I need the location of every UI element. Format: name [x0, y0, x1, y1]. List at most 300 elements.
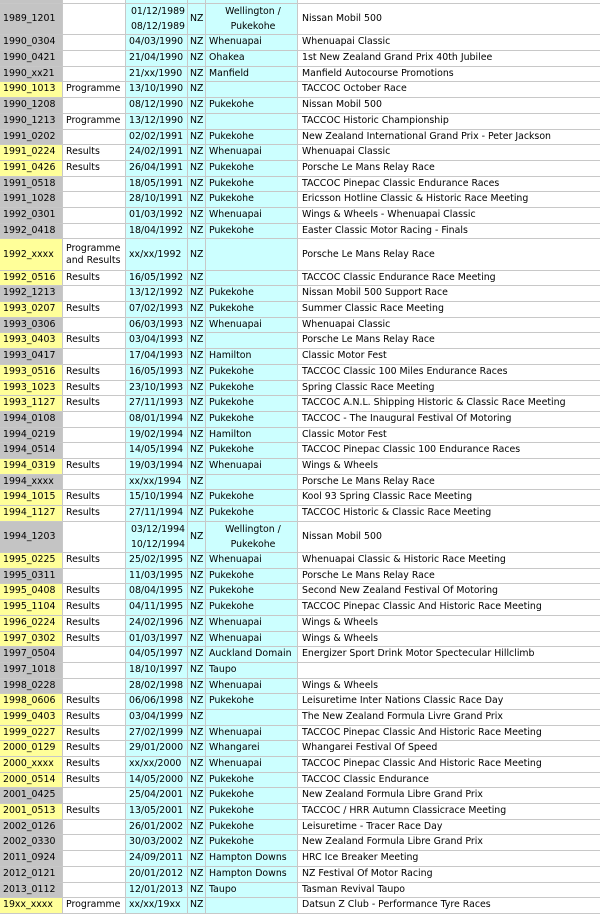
- table-row: [0, 851, 600, 867]
- location-cell: Pukekohe: [206, 773, 298, 789]
- event-cell: 1st New Zealand Grand Prix 40th Jubilee: [298, 51, 600, 67]
- location-cell: Hamilton: [206, 428, 298, 444]
- id-cell: 2000_0129: [0, 741, 63, 757]
- event-cell: TACCOC Pinepac Classic And Historic Race Meeting: [298, 600, 600, 616]
- country-cell: NZ: [188, 365, 206, 381]
- table-row: [0, 208, 600, 224]
- country-cell: NZ: [188, 130, 206, 146]
- date-cell: 02/02/1991: [126, 130, 188, 146]
- country-cell: NZ: [188, 726, 206, 742]
- event-cell: Wings & Wheels: [298, 632, 600, 648]
- table-row: [0, 35, 600, 51]
- date-cell: 04/05/1997: [126, 647, 188, 663]
- documents-cell: [63, 835, 126, 851]
- country-cell: NZ: [188, 428, 206, 444]
- event-cell: Summer Classic Race Meeting: [298, 302, 600, 318]
- event-cell: Datsun Z Club - Performance Tyre Races: [298, 898, 600, 914]
- location-cell: [206, 82, 298, 98]
- documents-cell: Results: [63, 804, 126, 820]
- id-cell: 1992_1213: [0, 286, 63, 302]
- country-cell: NZ: [188, 553, 206, 569]
- country-cell: NZ: [188, 443, 206, 459]
- location-cell: Pukekohe: [206, 98, 298, 114]
- documents-cell: Programme: [63, 898, 126, 914]
- documents-cell: [63, 647, 126, 663]
- location-cell: Whenuapai: [206, 459, 298, 475]
- documents-cell: [63, 286, 126, 302]
- table-row: [0, 412, 600, 428]
- location-cell: Pukekohe: [206, 192, 298, 208]
- documents-cell: Results: [63, 757, 126, 773]
- location-cell: [206, 114, 298, 130]
- date-cell: xx/xx/1994: [126, 475, 188, 491]
- event-cell: Whangarei Festival Of Speed: [298, 741, 600, 757]
- country-cell: NZ: [188, 883, 206, 899]
- documents-cell: Results: [63, 616, 126, 632]
- table-row: [0, 224, 600, 240]
- id-cell: 1994_0514: [0, 443, 63, 459]
- date-cell: 27/11/1994: [126, 506, 188, 522]
- country-cell: NZ: [188, 788, 206, 804]
- location-cell: [206, 4, 298, 35]
- id-cell: 2000_xxxx: [0, 757, 63, 773]
- id-cell: 1994_1015: [0, 490, 63, 506]
- id-cell: 1998_0228: [0, 679, 63, 695]
- location-cell: Pukekohe: [206, 694, 298, 710]
- id-cell: 1994_0219: [0, 428, 63, 444]
- date-cell: 01/03/1992: [126, 208, 188, 224]
- documents-cell: [63, 349, 126, 365]
- table-row: [0, 726, 600, 742]
- date-cell: 29/01/2000: [126, 741, 188, 757]
- country-cell: NZ: [188, 82, 206, 98]
- country-cell: NZ: [188, 239, 206, 270]
- documents-cell: [63, 443, 126, 459]
- documents-cell: [63, 663, 126, 679]
- table-body: [0, 4, 600, 914]
- date-cell: 24/02/1991: [126, 145, 188, 161]
- date-cell: 08/12/1990: [126, 98, 188, 114]
- date-cell: 15/10/1994: [126, 490, 188, 506]
- country-cell: NZ: [188, 632, 206, 648]
- country-cell: NZ: [188, 271, 206, 287]
- country-cell: NZ: [188, 192, 206, 208]
- documents-cell: [63, 224, 126, 240]
- id-cell: 1991_0518: [0, 177, 63, 193]
- table-row: [0, 741, 600, 757]
- date-cell: 24/02/1996: [126, 616, 188, 632]
- event-cell: [298, 663, 600, 679]
- id-cell: 2002_0126: [0, 820, 63, 836]
- date-cell: 03/04/1999: [126, 710, 188, 726]
- documents-cell: Programme and Results: [63, 239, 126, 270]
- country-cell: NZ: [188, 600, 206, 616]
- id-cell: 1990_0421: [0, 51, 63, 67]
- event-cell: TACCOC Classic Endurance Race Meeting: [298, 271, 600, 287]
- location-cell: Pukekohe: [206, 302, 298, 318]
- country-cell: NZ: [188, 506, 206, 522]
- documents-cell: Results: [63, 490, 126, 506]
- id-cell: 2011_0924: [0, 851, 63, 867]
- country-cell: NZ: [188, 114, 206, 130]
- id-cell: 2000_0514: [0, 773, 63, 789]
- documents-cell: Results: [63, 506, 126, 522]
- documents-cell: Programme: [63, 114, 126, 130]
- date-cell: [126, 522, 188, 553]
- documents-cell: Results: [63, 333, 126, 349]
- country-cell: NZ: [188, 694, 206, 710]
- location-cell-line-1: Wellington /: [225, 523, 281, 535]
- id-cell: 1996_0224: [0, 616, 63, 632]
- country-cell: NZ: [188, 663, 206, 679]
- documents-cell: [63, 851, 126, 867]
- location-cell: Pukekohe: [206, 443, 298, 459]
- location-cell: [206, 522, 298, 553]
- location-cell: Pukekohe: [206, 412, 298, 428]
- country-cell: NZ: [188, 820, 206, 836]
- date-cell: 06/03/1993: [126, 318, 188, 334]
- country-cell: NZ: [188, 333, 206, 349]
- date-cell: [126, 4, 188, 35]
- table-row: [0, 302, 600, 318]
- location-cell: Pukekohe: [206, 365, 298, 381]
- date-cell: 27/11/1993: [126, 396, 188, 412]
- id-cell: 2001_0513: [0, 804, 63, 820]
- country-cell: NZ: [188, 898, 206, 914]
- table-row: [0, 239, 600, 270]
- documents-cell: Results: [63, 600, 126, 616]
- date-cell: xx/xx/1992: [126, 239, 188, 270]
- date-cell: 17/04/1993: [126, 349, 188, 365]
- date-cell: 11/03/1995: [126, 569, 188, 585]
- date-cell: 21/04/1990: [126, 51, 188, 67]
- id-cell: 1990_1208: [0, 98, 63, 114]
- documents-cell: [63, 569, 126, 585]
- date-cell: 27/02/1999: [126, 726, 188, 742]
- id-cell: 1992_0301: [0, 208, 63, 224]
- table-row: [0, 177, 600, 193]
- documents-cell: [63, 428, 126, 444]
- table-row: [0, 647, 600, 663]
- date-cell-line-2: 10/12/1994: [130, 538, 186, 550]
- date-cell: 14/05/1994: [126, 443, 188, 459]
- location-cell: Pukekohe: [206, 490, 298, 506]
- table-row: [0, 820, 600, 836]
- id-cell: 2012_0121: [0, 867, 63, 883]
- location-cell: Pukekohe: [206, 286, 298, 302]
- id-cell: 19xx_xxxx: [0, 898, 63, 914]
- country-cell: NZ: [188, 224, 206, 240]
- location-cell: Pukekohe: [206, 584, 298, 600]
- event-cell: TACCOC Classic 100 Miles Endurance Races: [298, 365, 600, 381]
- event-cell: Porsche Le Mans Relay Race: [298, 475, 600, 491]
- table-row: [0, 161, 600, 177]
- event-cell: Energizer Sport Drink Motor Spectecular Hillclimb: [298, 647, 600, 663]
- table-row: [0, 428, 600, 444]
- location-cell: Auckland Domain: [206, 647, 298, 663]
- date-cell: 13/10/1990: [126, 82, 188, 98]
- event-cell: Porsche Le Mans Relay Race: [298, 333, 600, 349]
- event-cell: Manfield Autocourse Promotions: [298, 67, 600, 83]
- table-row: [0, 145, 600, 161]
- table-row: [0, 710, 600, 726]
- location-cell: Pukekohe: [206, 396, 298, 412]
- date-cell: 12/01/2013: [126, 883, 188, 899]
- documents-cell: [63, 98, 126, 114]
- table-row: [0, 600, 600, 616]
- event-cell: TACCOC - The Inaugural Festival Of Motoring: [298, 412, 600, 428]
- location-cell: Whenuapai: [206, 145, 298, 161]
- documents-cell: [63, 192, 126, 208]
- documents-cell: Results: [63, 145, 126, 161]
- id-cell: 1993_0417: [0, 349, 63, 365]
- country-cell: NZ: [188, 490, 206, 506]
- event-cell: Easter Classic Motor Racing - Finals: [298, 224, 600, 240]
- location-cell: Pukekohe: [206, 130, 298, 146]
- table-row: [0, 694, 600, 710]
- table-row: [0, 443, 600, 459]
- location-cell: Pukekohe: [206, 506, 298, 522]
- date-cell: 24/09/2011: [126, 851, 188, 867]
- id-cell: 1999_0403: [0, 710, 63, 726]
- country-cell: NZ: [188, 584, 206, 600]
- id-cell: 2002_0330: [0, 835, 63, 851]
- event-cell: TACCOC October Race: [298, 82, 600, 98]
- date-cell: 19/03/1994: [126, 459, 188, 475]
- event-cell: NZ Festival Of Motor Racing: [298, 867, 600, 883]
- event-cell: Second New Zealand Festival Of Motoring: [298, 584, 600, 600]
- event-cell: Whenuapai Classic: [298, 145, 600, 161]
- date-cell: 13/05/2001: [126, 804, 188, 820]
- id-cell: 1997_0302: [0, 632, 63, 648]
- country-cell: NZ: [188, 851, 206, 867]
- location-cell: Taupo: [206, 663, 298, 679]
- table-row: [0, 459, 600, 475]
- country-cell: NZ: [188, 177, 206, 193]
- date-cell: 08/01/1994: [126, 412, 188, 428]
- event-cell: Spring Classic Race Meeting: [298, 381, 600, 397]
- event-cell: Wings & Wheels: [298, 616, 600, 632]
- id-cell: 1994_xxxx: [0, 475, 63, 491]
- location-cell: Taupo: [206, 883, 298, 899]
- documents-cell: Results: [63, 710, 126, 726]
- id-cell: 1992_0418: [0, 224, 63, 240]
- table-row: [0, 82, 600, 98]
- country-cell: NZ: [188, 396, 206, 412]
- table-row: [0, 663, 600, 679]
- country-cell: NZ: [188, 208, 206, 224]
- id-cell: 1995_0225: [0, 553, 63, 569]
- id-cell: 1993_0306: [0, 318, 63, 334]
- location-cell: [206, 710, 298, 726]
- event-cell: Whenuapai Classic: [298, 35, 600, 51]
- date-cell: 18/10/1997: [126, 663, 188, 679]
- id-cell: 1993_1023: [0, 381, 63, 397]
- table-row: [0, 553, 600, 569]
- documents-cell: [63, 867, 126, 883]
- id-cell: 1994_1127: [0, 506, 63, 522]
- date-cell: xx/xx/2000: [126, 757, 188, 773]
- table-row: [0, 788, 600, 804]
- table-row: [0, 114, 600, 130]
- documents-cell: Results: [63, 694, 126, 710]
- documents-cell: [63, 208, 126, 224]
- table-row: [0, 286, 600, 302]
- table-row: [0, 98, 600, 114]
- documents-cell: Results: [63, 584, 126, 600]
- date-cell: 03/04/1993: [126, 333, 188, 349]
- documents-cell: [63, 679, 126, 695]
- location-cell: Pukekohe: [206, 820, 298, 836]
- documents-cell: Results: [63, 365, 126, 381]
- date-cell: 08/04/1995: [126, 584, 188, 600]
- date-cell: xx/xx/19xx: [126, 898, 188, 914]
- location-cell-line-1: Wellington /: [225, 6, 281, 18]
- country-cell: NZ: [188, 286, 206, 302]
- table-row: [0, 679, 600, 695]
- event-cell: New Zealand Formula Libre Grand Prix: [298, 788, 600, 804]
- location-cell: Pukekohe: [206, 177, 298, 193]
- country-cell: NZ: [188, 475, 206, 491]
- id-cell: 1990_0304: [0, 35, 63, 51]
- country-cell: NZ: [188, 459, 206, 475]
- date-cell: 06/06/1998: [126, 694, 188, 710]
- event-cell: TACCOC Historic Championship: [298, 114, 600, 130]
- event-cell: TACCOC Pinepac Classic And Historic Race Meeting: [298, 757, 600, 773]
- location-cell: Whangarei: [206, 741, 298, 757]
- date-cell: 04/03/1990: [126, 35, 188, 51]
- documents-cell: [63, 788, 126, 804]
- documents-cell: [63, 522, 126, 553]
- id-cell: 2001_0425: [0, 788, 63, 804]
- event-cell: TACCOC A.N.L. Shipping Historic & Classic Race Meeting: [298, 396, 600, 412]
- location-cell: Pukekohe: [206, 804, 298, 820]
- location-cell: [206, 333, 298, 349]
- table-row: [0, 569, 600, 585]
- event-cell: Wings & Wheels: [298, 459, 600, 475]
- location-cell-line-2: Pukekohe: [230, 538, 276, 550]
- date-cell: 16/05/1993: [126, 365, 188, 381]
- location-cell: Pukekohe: [206, 161, 298, 177]
- country-cell: NZ: [188, 4, 206, 35]
- table-row: [0, 4, 600, 35]
- documents-cell: Results: [63, 381, 126, 397]
- documents-cell: Results: [63, 459, 126, 475]
- event-cell: TACCOC Historic & Classic Race Meeting: [298, 506, 600, 522]
- date-cell: 25/02/1995: [126, 553, 188, 569]
- id-cell: 1992_0516: [0, 271, 63, 287]
- event-cell: Ericsson Hotline Classic & Historic Race Meeting: [298, 192, 600, 208]
- id-cell: 1997_0504: [0, 647, 63, 663]
- location-cell: Whenuapai: [206, 726, 298, 742]
- date-cell: 04/11/1995: [126, 600, 188, 616]
- country-cell: NZ: [188, 867, 206, 883]
- location-cell: Whenuapai: [206, 616, 298, 632]
- documents-cell: [63, 475, 126, 491]
- id-cell: 2013_0112: [0, 883, 63, 899]
- table-row: [0, 773, 600, 789]
- country-cell: NZ: [188, 318, 206, 334]
- location-cell: [206, 475, 298, 491]
- location-cell: Pukekohe: [206, 788, 298, 804]
- event-cell: Classic Motor Fest: [298, 349, 600, 365]
- date-cell: 20/01/2012: [126, 867, 188, 883]
- event-cell: New Zealand Formula Libre Grand Prix: [298, 835, 600, 851]
- country-cell: NZ: [188, 773, 206, 789]
- country-cell: NZ: [188, 835, 206, 851]
- event-cell: TACCOC Classic Endurance: [298, 773, 600, 789]
- table-row: [0, 396, 600, 412]
- country-cell: NZ: [188, 522, 206, 553]
- country-cell: NZ: [188, 679, 206, 695]
- id-cell: 1994_1203: [0, 522, 63, 553]
- table-row: [0, 381, 600, 397]
- country-cell: NZ: [188, 302, 206, 318]
- date-cell: 23/10/1993: [126, 381, 188, 397]
- table-row: [0, 506, 600, 522]
- location-cell: Whenuapai: [206, 757, 298, 773]
- location-cell: Pukekohe: [206, 381, 298, 397]
- table-row: [0, 271, 600, 287]
- location-cell: Hampton Downs: [206, 867, 298, 883]
- event-cell: Tasman Revival Taupo: [298, 883, 600, 899]
- event-cell: Nissan Mobil 500: [298, 522, 600, 553]
- table-row: [0, 522, 600, 553]
- country-cell: NZ: [188, 161, 206, 177]
- event-cell: Nissan Mobil 500 Support Race: [298, 286, 600, 302]
- table-row: [0, 475, 600, 491]
- country-cell: NZ: [188, 616, 206, 632]
- table-row: [0, 333, 600, 349]
- date-cell: 30/03/2002: [126, 835, 188, 851]
- event-cell: HRC Ice Breaker Meeting: [298, 851, 600, 867]
- country-cell: NZ: [188, 412, 206, 428]
- location-cell: Hamilton: [206, 349, 298, 365]
- location-cell: Pukekohe: [206, 224, 298, 240]
- documents-cell: [63, 412, 126, 428]
- event-cell: Leisuretime - Tracer Race Day: [298, 820, 600, 836]
- id-cell: 1998_0606: [0, 694, 63, 710]
- date-cell: 26/04/1991: [126, 161, 188, 177]
- event-cell: Whenuapai Classic: [298, 318, 600, 334]
- table-row: [0, 898, 600, 914]
- id-cell: 1995_0311: [0, 569, 63, 585]
- event-cell: TACCOC Pinepac Classic 100 Endurance Races: [298, 443, 600, 459]
- event-cell: TACCOC / HRR Autumn Classicrace Meeting: [298, 804, 600, 820]
- id-cell: 1995_0408: [0, 584, 63, 600]
- country-cell: NZ: [188, 67, 206, 83]
- date-cell: 26/01/2002: [126, 820, 188, 836]
- date-cell: 07/02/1993: [126, 302, 188, 318]
- documents-cell: Results: [63, 741, 126, 757]
- id-cell: 1994_0108: [0, 412, 63, 428]
- location-cell: Whenuapai: [206, 679, 298, 695]
- documents-cell: Results: [63, 302, 126, 318]
- country-cell: NZ: [188, 349, 206, 365]
- table-row: [0, 883, 600, 899]
- location-cell: Whenuapai: [206, 318, 298, 334]
- id-cell: 1989_1201: [0, 4, 63, 35]
- location-cell: Whenuapai: [206, 632, 298, 648]
- documents-cell: [63, 820, 126, 836]
- table-row: [0, 490, 600, 506]
- table-row: [0, 349, 600, 365]
- table-row: [0, 804, 600, 820]
- country-cell: NZ: [188, 145, 206, 161]
- country-cell: NZ: [188, 710, 206, 726]
- date-cell: 21/xx/1990: [126, 67, 188, 83]
- country-cell: NZ: [188, 98, 206, 114]
